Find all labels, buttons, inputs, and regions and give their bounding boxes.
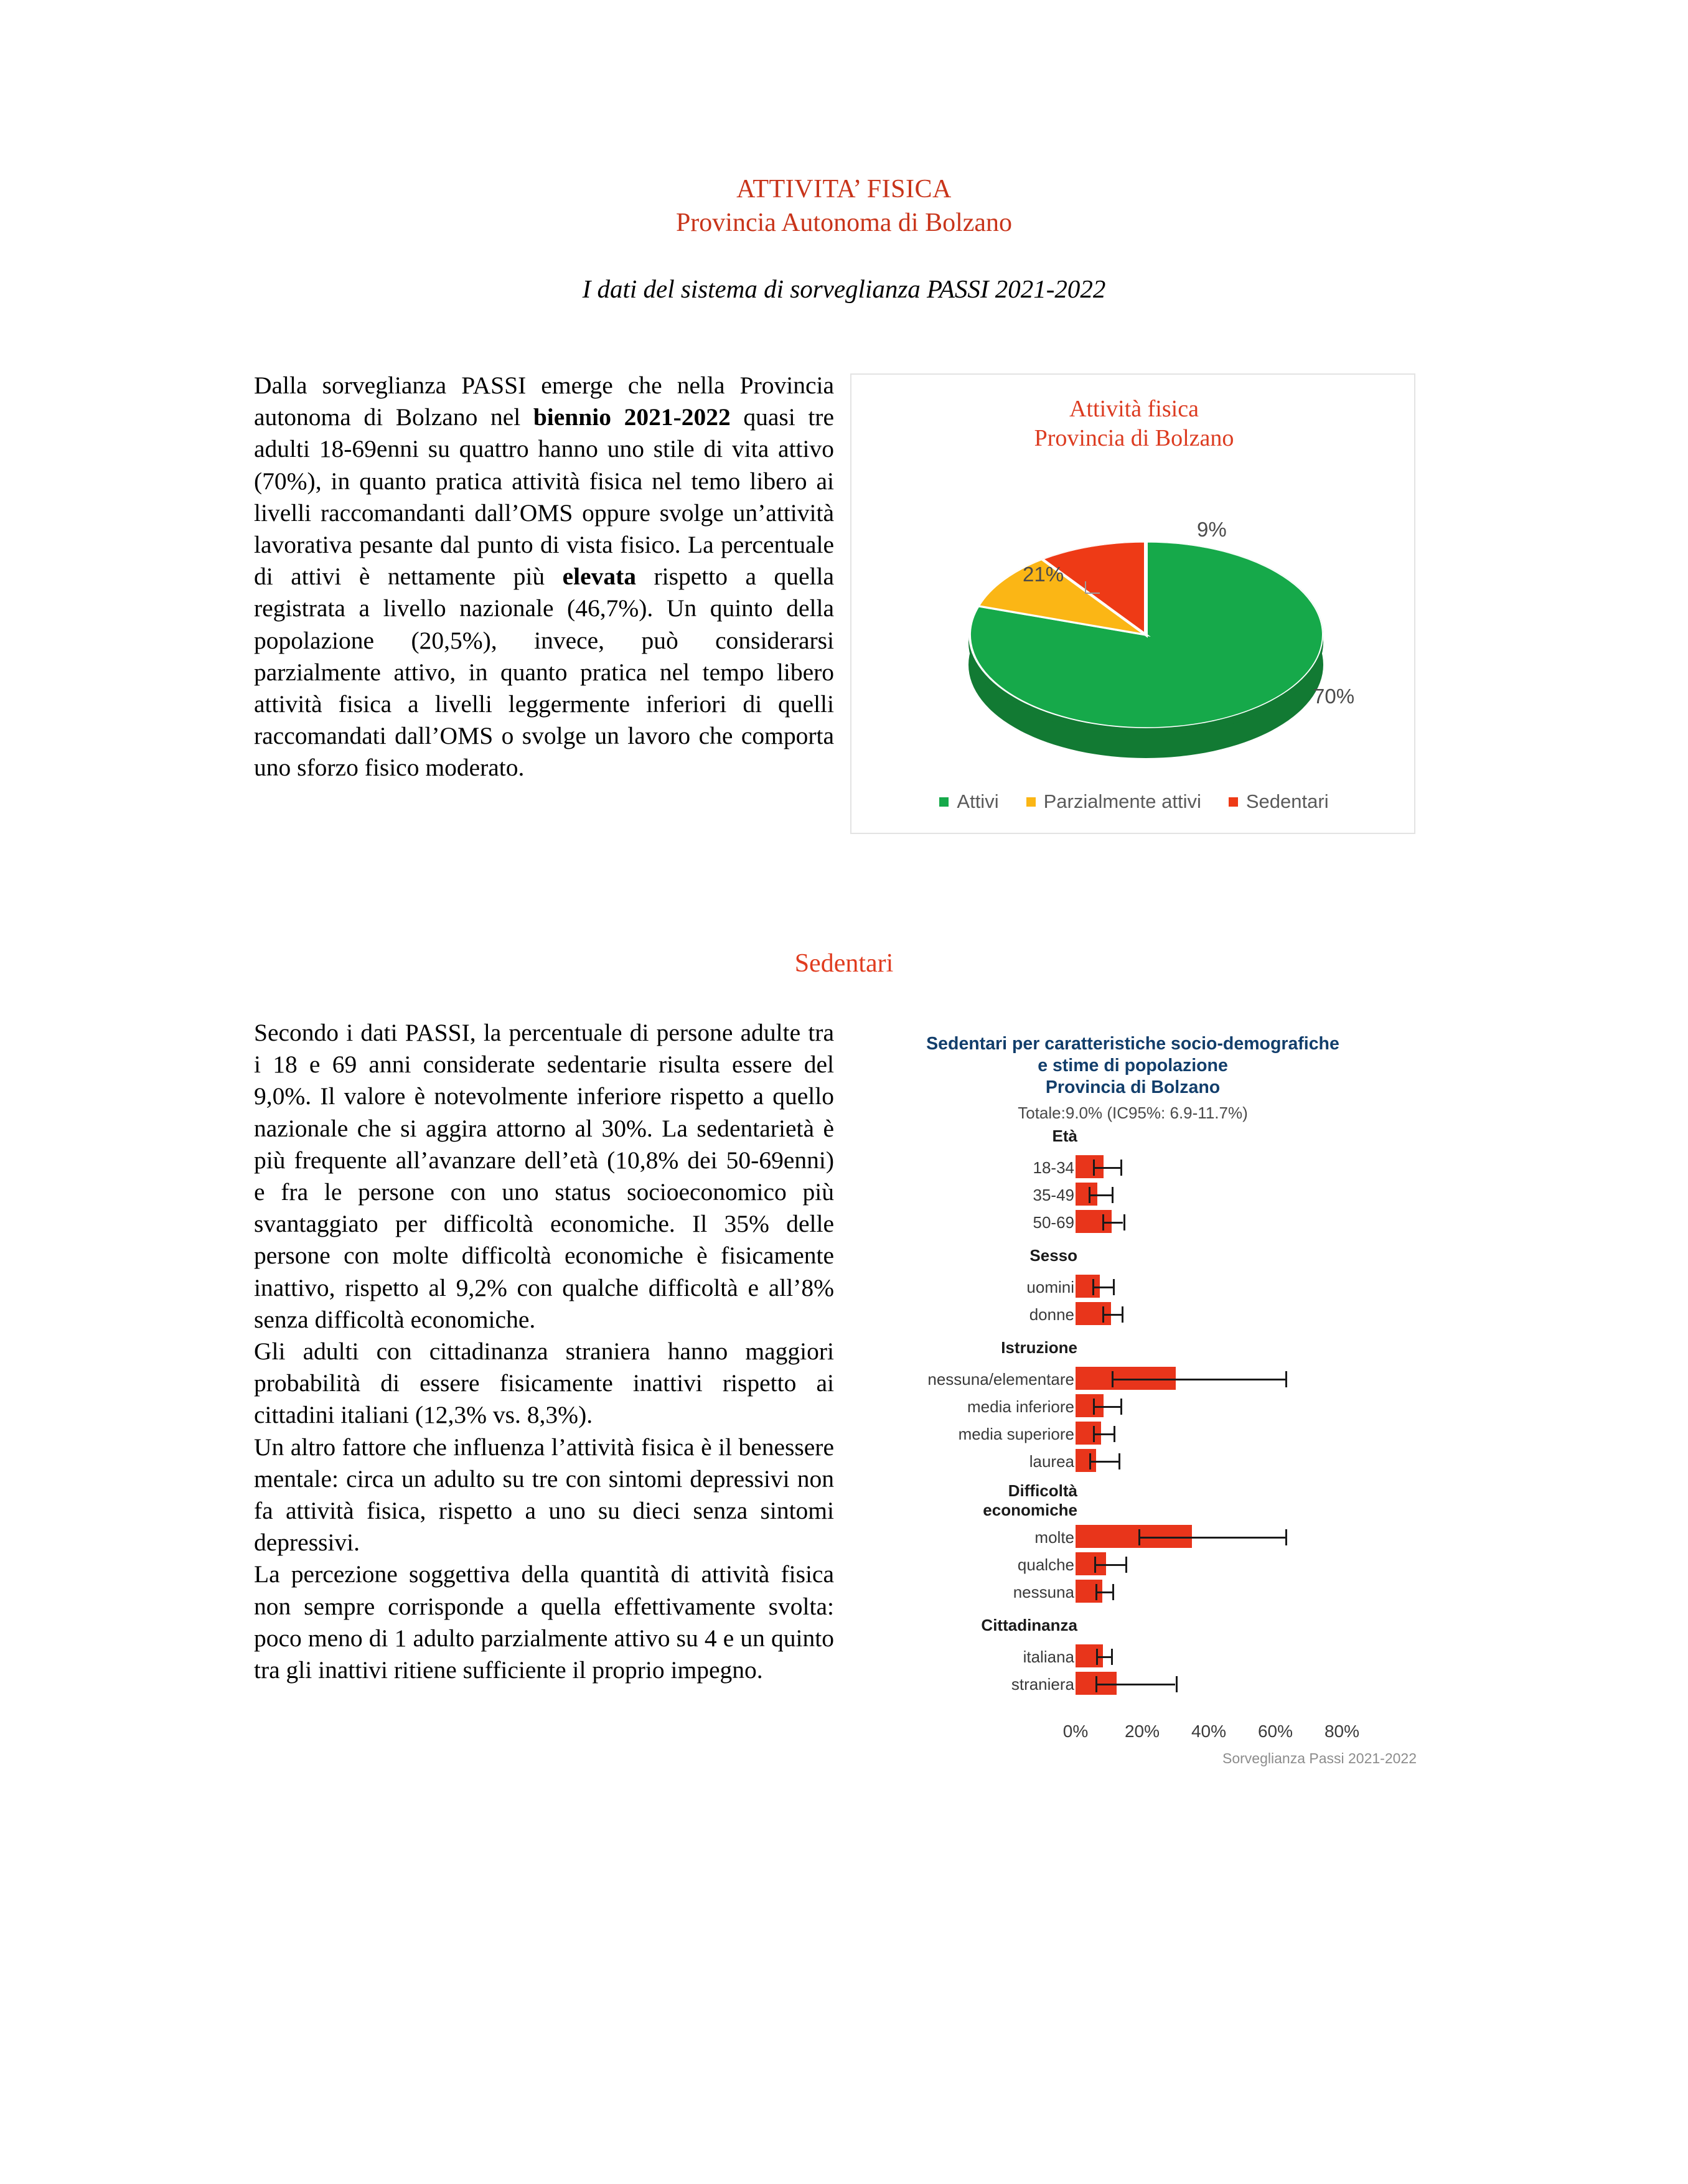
- bar-category-label: 35-49: [1033, 1186, 1074, 1204]
- legend-label-parzialmente-attivi: Parzialmente attivi: [1043, 790, 1201, 812]
- bar-category-label: nessuna: [1013, 1583, 1074, 1601]
- legend-swatch-green-icon: [939, 797, 949, 807]
- ci-cap-upper: [1120, 1160, 1122, 1176]
- pie-chart-panel: [850, 373, 1415, 834]
- pie-chart-legend: [851, 790, 1417, 813]
- bar-group-label: Difficoltà economiche: [983, 1481, 1077, 1519]
- confidence-interval-line: [1096, 1656, 1111, 1658]
- bar-category-label: qualche: [1017, 1555, 1074, 1574]
- confidence-interval-line: [1138, 1537, 1285, 1539]
- bar-group-label: Età: [1052, 1127, 1077, 1145]
- pie-data-label-attivi: 70%: [1313, 685, 1355, 708]
- pie-data-label-parzialmente-attivi: 21%: [1023, 563, 1064, 586]
- intro-bold-biennio: biennio 2021-2022: [533, 403, 731, 431]
- pie-leader-line: [1085, 581, 1100, 594]
- ci-cap-upper: [1114, 1426, 1115, 1442]
- bar-category-label: media inferiore: [967, 1397, 1074, 1416]
- bar-category-label: straniera: [1011, 1675, 1074, 1694]
- ci-cap-lower: [1093, 1426, 1095, 1442]
- intro-part-3: rispetto a quella registrata a livello nazionale (46,7%). Un quinto della popolazione (20,5%), invece, può considerarsi parzialmente attivo, in quanto pratica nel tempo libero attività fisica a livelli leggermente inferiori di quelli raccomandati dall’OMS o svolge un lavoro che comporta uno sforzo fisico moderato.: [254, 563, 834, 782]
- confidence-interval-line: [1094, 1564, 1125, 1566]
- ci-cap-lower: [1138, 1529, 1140, 1545]
- x-axis-tick-label: 80%: [1324, 1722, 1360, 1741]
- confidence-interval-line: [1093, 1406, 1120, 1408]
- ci-cap-lower: [1102, 1214, 1104, 1230]
- ci-cap-upper: [1118, 1453, 1120, 1469]
- confidence-interval-line: [1095, 1591, 1112, 1593]
- confidence-interval-line: [1093, 1433, 1114, 1435]
- confidence-interval-line: [1102, 1222, 1123, 1224]
- bar-group-label: Sesso: [1029, 1246, 1077, 1265]
- legend-label-sedentari: Sedentari: [1245, 790, 1329, 812]
- bar-chart-title: [850, 1033, 1415, 1099]
- legend-item-sedentari: [1229, 790, 1329, 813]
- ci-cap-upper: [1285, 1371, 1287, 1387]
- ci-cap-upper: [1112, 1584, 1114, 1600]
- bar-group-label: Istruzione: [1001, 1338, 1077, 1357]
- intro-part-1: Dalla sorveglianza PASSI emerge che nella Provincia autonoma di Bolzano nel: [254, 372, 834, 431]
- ci-cap-lower: [1094, 1557, 1096, 1573]
- page-title: [0, 173, 1688, 240]
- pie-title-line-1: Attività fisica: [1069, 396, 1199, 422]
- bar-category-label: 50-69: [1033, 1213, 1074, 1232]
- confidence-interval-line: [1089, 1194, 1111, 1196]
- bar-chart-subtitle: Totale:9.0% (IC95%: 6.9-11.7%): [1018, 1104, 1248, 1122]
- confidence-interval-line: [1089, 1461, 1118, 1463]
- bar-group-label: Cittadinanza: [981, 1616, 1077, 1634]
- ci-cap-lower: [1092, 1279, 1094, 1295]
- bar-chart-source: Sorveglianza Passi 2021-2022: [1222, 1750, 1417, 1766]
- confidence-interval-line: [1092, 1286, 1113, 1288]
- bar-chart-panel: [850, 1021, 1435, 1892]
- sedentari-paragraph-4: La percezione soggettiva della quantità di attività fisica non sempre corrisponde a quella effettivamente svolta: poco meno di 1 adulto parzialmente attivo su 4 e un quinto tra gli inattivi ritiene sufficiente il proprio impegno.: [254, 1560, 834, 1684]
- confidence-interval-line: [1112, 1379, 1285, 1380]
- legend-item-attivi: [939, 790, 998, 813]
- confidence-interval-line: [1102, 1314, 1122, 1316]
- ci-cap-upper: [1285, 1529, 1287, 1545]
- bar-category-label: molte: [1034, 1528, 1074, 1547]
- ci-cap-lower: [1093, 1399, 1095, 1415]
- bar-category-label: uomini: [1026, 1278, 1074, 1296]
- section-heading-sedentari: Sedentari: [794, 949, 894, 978]
- confidence-interval-line: [1093, 1167, 1120, 1169]
- ci-cap-lower: [1096, 1649, 1098, 1665]
- ci-cap-upper: [1112, 1187, 1114, 1203]
- intro-paragraph: [254, 370, 834, 784]
- legend-swatch-orange-icon: [1026, 797, 1036, 807]
- legend-swatch-red-icon: [1229, 797, 1238, 807]
- x-axis-tick-label: 40%: [1191, 1722, 1227, 1741]
- bar-category-label: media superiore: [958, 1425, 1074, 1443]
- bar-title-line-1: Sedentari per caratteristiche socio-demografiche: [926, 1034, 1339, 1054]
- intro-bold-elevata: elevata: [562, 563, 637, 591]
- ci-cap-upper: [1122, 1306, 1123, 1323]
- bar-title-line-2: e stime di popolazione: [1038, 1056, 1228, 1076]
- pie-data-label-sedentari: 9%: [1197, 518, 1227, 541]
- pie-3d-top-face: [968, 541, 1323, 728]
- confidence-interval-line: [1095, 1684, 1175, 1685]
- sedentari-paragraph-1: Secondo i dati PASSI, la percentuale di persone adulte tra i 18 e 69 anni considerate sedentarie risulta essere del 9,0%. Il valore è notevolmente inferiore rispetto a quello nazionale che si aggira attorno al 30%. La sedentarietà è più frequente all’avanzare dell’età (10,8% dei 50-69enni) e fra le persone con uno status socioeconomico più svantaggiato per difficoltà economiche. Il 35% delle persone con molte difficoltà economiche è fisicamente inattivo, rispetto al 9,2% con qualche difficoltà e all’8% senza difficoltà economiche.: [254, 1019, 834, 1333]
- ci-cap-upper: [1120, 1399, 1122, 1415]
- document-subtitle: I dati del sistema di sorveglianza PASSI 2021-2022: [582, 274, 1106, 303]
- ci-cap-lower: [1095, 1584, 1097, 1600]
- ci-cap-upper: [1123, 1214, 1125, 1230]
- title-line-1: ATTIVITA’ FISICA: [736, 175, 952, 204]
- ci-cap-lower: [1093, 1160, 1095, 1176]
- intro-part-2: quasi tre adulti 18-69enni su quattro hanno uno stile di vita attivo (70%), in quanto pratica attività fisica nel temo libero ai livelli raccomandanti dall’OMS oppure svolge un’attività lavorativa pesante dal punto di vista fisico. La percentuale di attivi è nettamente più: [254, 403, 834, 591]
- x-axis-tick-label: 0%: [1062, 1722, 1089, 1741]
- bar-category-label: laurea: [1029, 1452, 1074, 1471]
- pie-slices-svg: [968, 541, 1323, 728]
- x-axis-tick-label: 60%: [1257, 1722, 1293, 1741]
- title-line-2: Provincia Autonoma di Bolzano: [675, 209, 1013, 237]
- ci-cap-upper: [1111, 1649, 1113, 1665]
- ci-cap-upper: [1113, 1279, 1115, 1295]
- pie-title-line-2: Provincia di Bolzano: [1034, 425, 1234, 451]
- sedentari-paragraph-3: Un altro fattore che influenza l’attività fisica è il benessere mentale: circa un adulto su tre con sintomi depressivi non fa attività fisica, rispetto a uno su dieci senza sintomi depressivi.: [254, 1433, 834, 1557]
- sedentari-paragraph-2: Gli adulti con cittadinanza straniera hanno maggiori probabilità di essere fisicamente inattivi rispetto ai cittadini italiani (12,3% vs. 8,3%).: [254, 1338, 834, 1429]
- ci-cap-upper: [1176, 1676, 1178, 1692]
- pie-chart-graphic: [851, 468, 1417, 761]
- ci-cap-lower: [1112, 1371, 1114, 1387]
- ci-cap-lower: [1102, 1306, 1104, 1323]
- ci-cap-lower: [1089, 1187, 1090, 1203]
- ci-cap-lower: [1089, 1453, 1091, 1469]
- bar-category-label: italiana: [1023, 1647, 1074, 1666]
- bar-chart-plot-area: [850, 1127, 1435, 1849]
- sedentari-paragraphs: [254, 1017, 834, 1686]
- bar-title-line-3: Provincia di Bolzano: [1045, 1077, 1221, 1097]
- legend-item-parzialmente-attivi: [1026, 790, 1201, 813]
- bar-category-label: nessuna/elementare: [927, 1370, 1074, 1389]
- ci-cap-lower: [1095, 1676, 1097, 1692]
- pie-chart-title: [851, 395, 1417, 453]
- ci-cap-upper: [1125, 1557, 1127, 1573]
- x-axis-tick-label: 20%: [1124, 1722, 1160, 1741]
- legend-label-attivi: Attivi: [957, 790, 999, 812]
- bar-category-label: 18-34: [1033, 1158, 1074, 1177]
- bar-category-label: donne: [1029, 1305, 1074, 1324]
